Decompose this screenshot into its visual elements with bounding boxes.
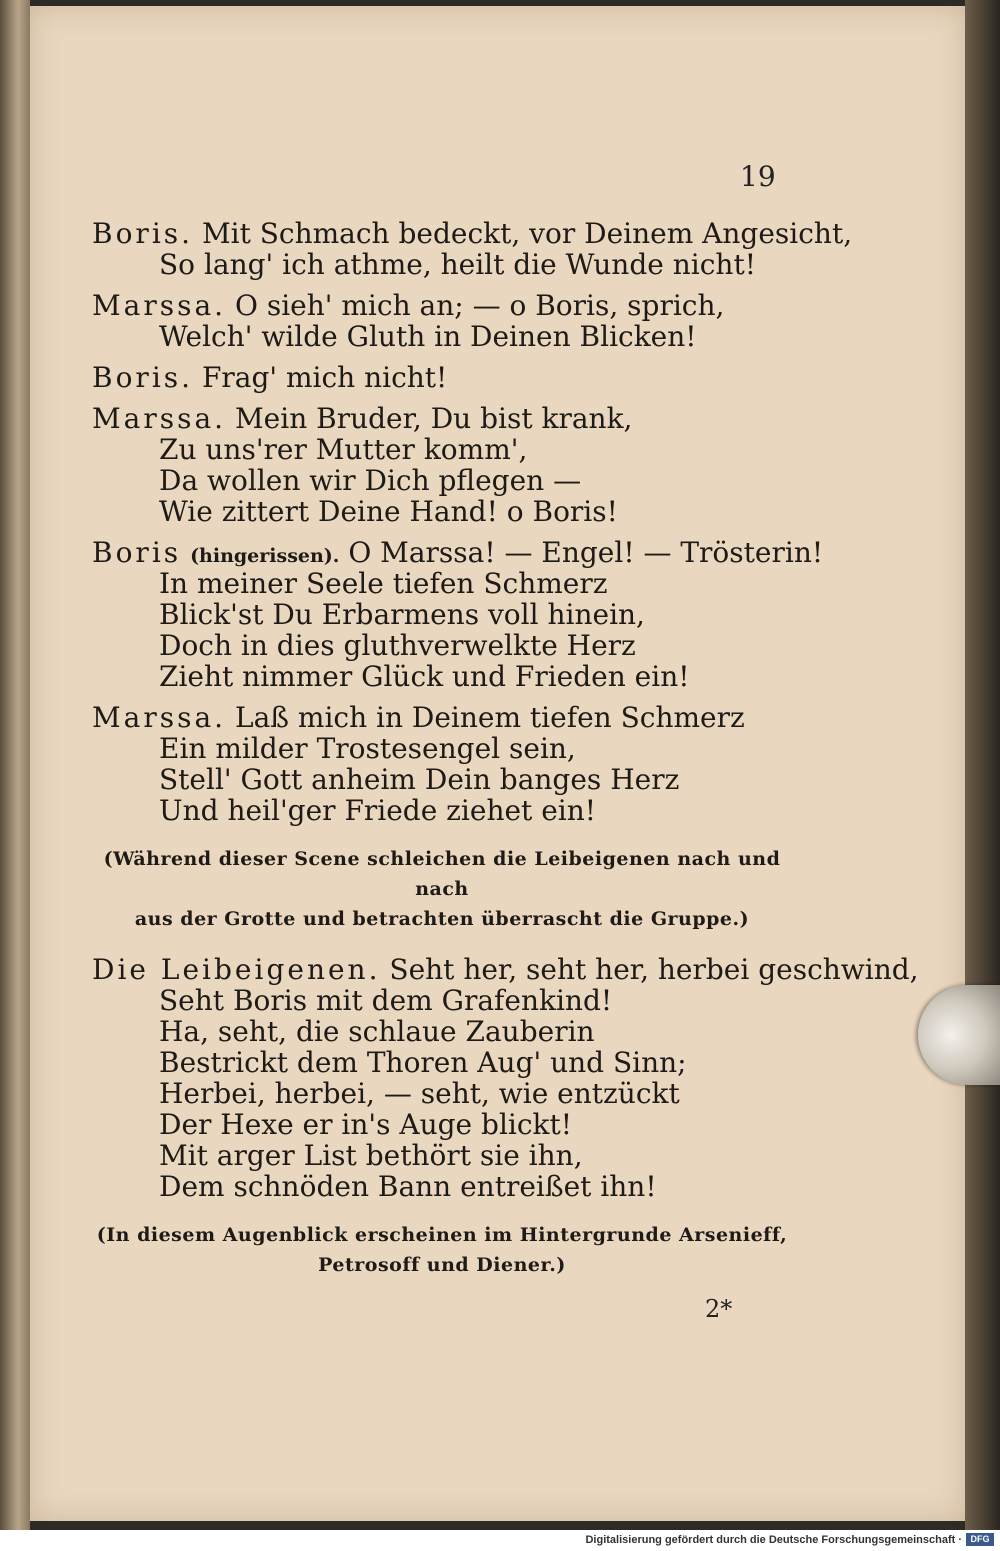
verse: O Marssa! — Engel! — Trösterin!: [348, 536, 824, 569]
verse-line: Zu uns'rer Mutter komm',: [159, 433, 528, 466]
speech-first-line: [92, 536, 824, 569]
verse-line: Und heil'ger Friede ziehet ein!: [159, 794, 597, 827]
verse-line: Wie zittert Deine Hand! o Boris!: [159, 495, 618, 528]
speaker: Marssa.: [92, 701, 227, 734]
verse-line: Blick'st Du Erbarmens voll hinein,: [159, 598, 645, 631]
speech: [92, 217, 853, 281]
speech-leibeigenen: [92, 953, 919, 1203]
verse: Mein Bruder, Du bist krank,: [235, 402, 633, 435]
verse-line: Mit arger List bethört sie ihn,: [159, 1139, 583, 1172]
verse-line: Doch in dies gluthverwelkte Herz: [159, 629, 636, 662]
verse-line: Zieht nimmer Glück und Frieden ein!: [159, 660, 690, 693]
verse-line: In meiner Seele tiefen Schmerz: [159, 567, 608, 600]
speech: [92, 702, 792, 826]
verse-line: Ein milder Trostesengel sein,: [159, 732, 576, 765]
speech-first-line: [92, 217, 853, 250]
speech: [92, 403, 792, 527]
footer-credit: Digitalisierung gefördert durch die Deutsche Forschungsgemeinschaft ·: [585, 1534, 962, 1546]
verse-line: Der Hexe er in's Auge blickt!: [159, 1108, 572, 1141]
verse-line: Da wollen wir Dich pflegen —: [159, 464, 582, 497]
stage-direction-inline: (hingerissen).: [190, 545, 340, 567]
stage-line: (Während dieser Scene schleichen die Leibeigenen nach und nach: [103, 848, 781, 900]
speech-first-line: [92, 702, 792, 733]
speaker: Die Leibeigenen.: [92, 953, 381, 986]
left-page-edge: [0, 0, 30, 1530]
stage-line: Petrosoff und Diener.): [318, 1254, 566, 1276]
verse: Mit Schmach bedeckt, vor Deinem Angesicht,: [201, 217, 853, 250]
verse-line: So lang' ich athme, heilt die Wunde nicht!: [159, 248, 756, 281]
right-page-edge: [965, 0, 1000, 1530]
verse: Frag' mich nicht!: [201, 361, 448, 394]
verse-line: Ha, seht, die schlaue Zauberin: [159, 1015, 595, 1048]
verse-line: Welch' wilde Gluth in Deinen Blicken!: [159, 320, 697, 353]
text-block: [92, 217, 919, 1300]
verse: Laß mich in Deinem tiefen Schmerz: [235, 701, 745, 734]
speech-first-line: [92, 403, 792, 434]
verse-lines: [92, 985, 792, 1202]
speaker: Marssa.: [92, 402, 227, 435]
verse-line: Dem schnöden Bann entreißet ihn!: [159, 1170, 657, 1203]
dfg-logo: DFG: [966, 1533, 994, 1546]
verse-line: Seht Boris mit dem Grafenkind!: [159, 984, 613, 1017]
speeches: [92, 217, 853, 827]
stage-line: (In diesem Augenblick erscheinen im Hintergrunde Arsenieff,: [96, 1224, 788, 1246]
speaker: Boris.: [92, 361, 194, 394]
signature-mark: 2*: [705, 1295, 733, 1323]
verse: O sieh' mich an; — o Boris, sprich,: [235, 289, 725, 322]
speaker: Marssa.: [92, 289, 227, 322]
speech: [92, 290, 792, 352]
verse: Seht her, seht her, herbei geschwind,: [389, 953, 919, 986]
verse-line: Bestrickt dem Thoren Aug' und Sinn;: [159, 1046, 687, 1079]
stage-direction-1: [92, 844, 792, 934]
speech-first-line: [92, 290, 792, 321]
speech: [92, 362, 792, 393]
footer-bar: [0, 1530, 1000, 1551]
stage-direction-2: [92, 1220, 792, 1280]
stage-line: aus der Grotte und betrachten überrascht die Gruppe.): [134, 908, 750, 930]
speaker: Boris.: [92, 217, 194, 250]
verse-line: Stell' Gott anheim Dein banges Herz: [159, 763, 680, 796]
verse-line: Herbei, herbei, — seht, wie entzückt: [159, 1077, 680, 1110]
speech-first-line: [92, 362, 792, 393]
page-number: 19: [740, 160, 776, 193]
speech: [92, 536, 824, 693]
speech-first-line: [92, 953, 919, 986]
speaker: Boris: [92, 536, 182, 569]
